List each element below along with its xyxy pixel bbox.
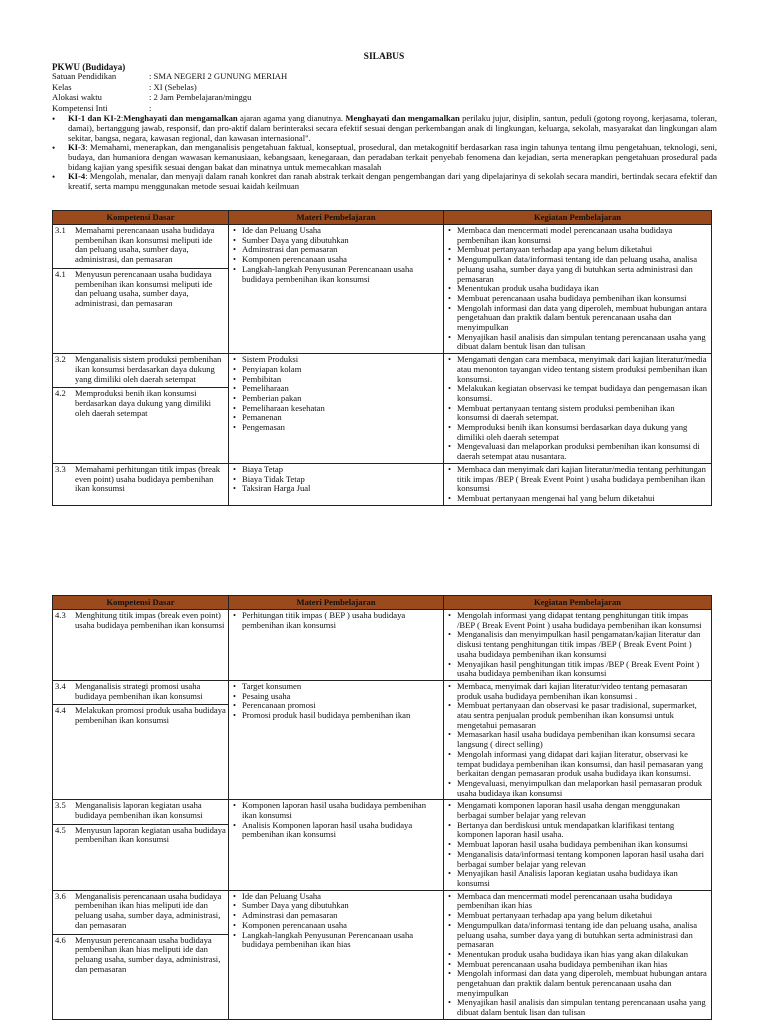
syllabus-table-2 bbox=[52, 595, 712, 1020]
ki-text: Memahami, menerapkan, dan menganalisis pengetahuan faktual, konseptual, prosedural, dan metakognitif berdasarkan rasa ingin tahunya tentang ilmu pengetahuan, teknologi, seni, budaya, dan humaniora dengan wawasan kemanusiaan, kebangsaan, kenegaraan, dan peradaban terkait penyebab fenomena dan kejadian, serta menerapkan pengetahuan prosedural pada bidang kajian yang spesifik sesuai dengan bakat dan minatnya untuk memecahkan masalah bbox=[68, 142, 717, 172]
kd-cell bbox=[53, 680, 229, 799]
info-value: : 2 Jam Pembelajaran/minggu bbox=[149, 92, 252, 103]
materi-item: • Sumber Daya yang dibutuhkan bbox=[231, 901, 440, 911]
header-materi: Materi Pembelajaran bbox=[229, 211, 444, 225]
materi-list bbox=[229, 225, 443, 285]
materi-item: • Ide dan Peluang Usaha bbox=[231, 226, 440, 236]
ki-item-4 bbox=[52, 172, 717, 191]
kegiatan-item: • Memasarkan hasil usaha budidaya pembenihan ikan konsumsi secara langsung ( direct selling) bbox=[446, 730, 708, 749]
table-row bbox=[53, 225, 712, 354]
ki-emphasis: Menghayati dan mengamalkan bbox=[345, 113, 460, 124]
kegiatan-list bbox=[444, 225, 711, 353]
header-kompetensi-dasar: Kompetensi Dasar bbox=[53, 211, 229, 225]
kd-item bbox=[53, 704, 228, 728]
header-kompetensi-dasar: Kompetensi Dasar bbox=[53, 596, 229, 610]
materi-cell bbox=[229, 890, 444, 1019]
kegiatan-item: • Membuat pertanyaan dan observasi ke pasar tradisional, supermarket, atau sentra penjualan produk pembenihan ikan konsumsi untuk mengetahui pemasaran bbox=[446, 701, 708, 730]
kegiatan-item: • Membuat pertanyaan mengenai hal yang belum diketahui bbox=[446, 494, 708, 504]
kegiatan-list bbox=[444, 610, 711, 680]
materi-item: • Perencanaan promosi bbox=[231, 701, 440, 711]
table-row bbox=[53, 354, 712, 464]
kd-cell bbox=[53, 354, 229, 464]
table-body bbox=[53, 225, 712, 506]
materi-cell bbox=[229, 354, 444, 464]
materi-item: • Sistem Produksi bbox=[231, 355, 440, 365]
kegiatan-item: • Mengumpulkan data/informasi tentang ide dan peluang usaha, analisa peluang usaha, sumber daya yang di butuhkan serta administrasi dan pemasaran bbox=[446, 255, 708, 284]
kd-text: Memahami perencanaan usaha budidaya pembenihan ikan konsumsi meliputi ide dan peluang usaha, sumber daya, administrasi, dan pemasaran bbox=[75, 225, 215, 265]
materi-item: • Komponen perencanaan usaha bbox=[231, 255, 440, 265]
kd-text: Memproduksi benih ikan konsumsi berdasarkan daya dukung yang dimiliki oleh daerah setempat bbox=[75, 388, 212, 418]
kegiatan-item: • Membuat laporan hasil usaha budidaya pembenihan ikan konsumsi bbox=[446, 840, 708, 850]
table-row bbox=[53, 610, 712, 681]
kegiatan-list bbox=[444, 891, 711, 1019]
ki-text: Mengolah, menalar, dan menyaji dalam ranah konkret dan ranah abstrak terkait dengan pengembangan dari yang dipelajarinya di sekolah secara mandiri, bertindak secara efektif dan kreatif, serta mampu menggunakan metode sesuai kaidah keilmuan bbox=[68, 171, 717, 192]
table-row bbox=[53, 800, 712, 890]
table-body bbox=[53, 610, 712, 1020]
header-block bbox=[52, 62, 717, 192]
kegiatan-item: • Membaca, menyimak dari kajian literatur/video tentang pemasaran produk usaha budidaya pembenihan ikan konsumsi . bbox=[446, 682, 708, 701]
materi-cell bbox=[229, 680, 444, 799]
kd-number: 3.4 bbox=[55, 680, 66, 691]
materi-item: • Komponen laporan hasil usaha budidaya pembenihan ikan konsumsi bbox=[231, 801, 440, 820]
ki-sep: : bbox=[85, 142, 90, 153]
kd-number: 3.5 bbox=[55, 800, 66, 811]
ki-emphasis: Menghayati dan mengamalkan bbox=[123, 113, 238, 124]
kegiatan-item: • Mengevaluasi, menyimpulkan dan melaporkan hasil pemasaran produk usaha budidaya ikan konsumsi bbox=[446, 779, 708, 798]
kegiatan-cell bbox=[444, 463, 712, 505]
ki-code: KI-4 bbox=[68, 171, 86, 182]
kd-text: Menyusun perencanaan usaha budidaya pembenihan ikan hias meliputi ide dan peluang usaha, sumber daya, administrasi, dan pemasaran bbox=[75, 934, 221, 974]
kegiatan-item: • Menentukan produk usaha budidaya ikan hias yang akan dilakukan bbox=[446, 950, 708, 960]
header-kegiatan: Kegiatan Pembelajaran bbox=[444, 211, 712, 225]
kegiatan-item: • Menyajikan hasil penghitungan titik impas /BEP ( Break Event Point ) usaha budidaya pembenihan ikan konsumsi bbox=[446, 660, 708, 679]
materi-cell bbox=[229, 800, 444, 890]
kd-number: 3.6 bbox=[55, 890, 66, 901]
materi-item: • Sumber Daya yang dibutuhkan bbox=[231, 236, 440, 246]
kd-item bbox=[53, 891, 228, 934]
kegiatan-item: • Mengolah informasi yang didapat dari kajian literatur, observasi ke tempat budidaya pembenihan ikan konsumsi, dan hasil pemasaran yang berkaitan dengan pemasaran produk usaha budidaya ikan konsumsi. bbox=[446, 750, 708, 779]
ki-sep: : bbox=[120, 113, 124, 124]
materi-item: • Langkah-langkah Penyusunan Perencanaan usaha budidaya pembenihan ikan hias bbox=[231, 931, 440, 950]
header-materi: Materi Pembelajaran bbox=[229, 596, 444, 610]
kegiatan-item: • Membuat pertanyaan terhadap apa yang belum diketahui bbox=[446, 911, 708, 921]
kegiatan-list bbox=[444, 681, 711, 799]
kegiatan-item: • Menentukan produk usaha budidaya ikan bbox=[446, 284, 708, 294]
kegiatan-item: • Membuat perencanaan usaha budidaya pembenihan ikan konsumsi bbox=[446, 294, 708, 304]
ki-sep: : bbox=[85, 171, 90, 182]
materi-list bbox=[229, 354, 443, 434]
materi-item: • Pemeliharaan bbox=[231, 384, 440, 394]
kd-text: Memahami perhitungan titik impas (break even point) usaha budidaya pembenihan ikan konsumsi bbox=[75, 463, 221, 494]
table-row bbox=[53, 890, 712, 1019]
info-value: : bbox=[149, 102, 152, 113]
kegiatan-item: • Menyajikan hasil Analisis laporan kegiatan usaha budidaya ikan konsumsi bbox=[446, 869, 708, 888]
materi-item: • Penyiapan kolam bbox=[231, 365, 440, 375]
materi-item: • Ide dan Peluang Usaha bbox=[231, 892, 440, 902]
kd-cell bbox=[53, 800, 229, 890]
materi-list bbox=[229, 681, 443, 722]
ki-item-3 bbox=[52, 143, 717, 172]
kegiatan-item: • Menganalisis data/informasi tentang komponen laporan hasil usaha dari berbagai sumber belajar yang relevan bbox=[446, 850, 708, 869]
kd-item bbox=[53, 681, 228, 704]
materi-item: • Pemanenan bbox=[231, 413, 440, 423]
kegiatan-list bbox=[444, 800, 711, 889]
kd-number: 4.1 bbox=[55, 268, 66, 279]
ki-text: ajaran agama yang dianutnya. bbox=[237, 113, 346, 124]
materi-item: • Pemberian pakan bbox=[231, 394, 440, 404]
kd-item bbox=[53, 610, 228, 633]
kd-item bbox=[53, 464, 228, 497]
kd-item bbox=[53, 800, 228, 823]
ki-text: perilaku jujur, disiplin, santun, peduli (gotong royong, kerjasama, toleran, damai), bertanggung jawab, responsif, dan pro-aktif dalam berinteraksi secara efektif sesuai dengan perkembangan anak di lingkungan, keluarga, sekolah, masyarakat dan lingkungan alam sekitar, bangsa, negara, kawasan regional, dan kawasan internasional". bbox=[68, 113, 717, 143]
kegiatan-item: • Menyajikan hasil analisis dan simpulan tentang perencanaan usaha yang dibuat dalam bentuk lisan dan tulisan bbox=[446, 998, 708, 1017]
kd-text: Menghitung titik impas (break even point) usaha budidaya pembenihan ikan konsumsi bbox=[75, 610, 225, 630]
kd-number: 3.3 bbox=[55, 463, 66, 474]
materi-item: • Langkah-langkah Penyusunan Perencanaan usaha budidaya pembenihan ikan konsumsi bbox=[231, 265, 440, 284]
kd-cell bbox=[53, 610, 229, 681]
kd-number: 4.5 bbox=[55, 824, 66, 835]
materi-item: • Biaya Tetap bbox=[231, 465, 440, 475]
kegiatan-item: • Mengumpulkan data/informasi tentang ide dan peluang usaha, analisa peluang usaha, sumber daya yang di butuhkan serta administrasi dan pemasaran bbox=[446, 921, 708, 950]
subject-title: PKWU (Budidaya) bbox=[52, 62, 126, 72]
kd-text: Menganalisis strategi promosi usaha budidaya pembenihan ikan konsumsi bbox=[75, 680, 203, 701]
materi-item: • Analisis Komponen laporan hasil usaha budidaya pembenihan ikan konsumsi bbox=[231, 821, 440, 840]
materi-cell bbox=[229, 225, 444, 354]
info-label: Kelas bbox=[52, 81, 72, 92]
kegiatan-item: • Membuat pertanyaan tentang sistem produksi pembenihan ikan konsumsi di daerah setempat. bbox=[446, 404, 708, 423]
kd-item bbox=[53, 824, 228, 848]
kd-number: 4.3 bbox=[55, 610, 66, 620]
kegiatan-item: • Membuat pertanyaan terhadap apa yang belum diketahui bbox=[446, 245, 708, 255]
kegiatan-cell bbox=[444, 610, 712, 681]
materi-item: • Biaya Tidak Tetap bbox=[231, 475, 440, 485]
table-header-row bbox=[53, 211, 712, 225]
materi-item: • Pesaing usaha bbox=[231, 692, 440, 702]
kegiatan-item: • Mengolah informasi dan data yang diperoleh, membuat hubungan antara pengetahuan dan praktik dalam bentuk perencanaan usaha dan menyimpulkan bbox=[446, 304, 708, 333]
header-kegiatan: Kegiatan Pembelajaran bbox=[444, 596, 712, 610]
kd-number: 4.4 bbox=[55, 705, 66, 716]
kd-item bbox=[53, 268, 228, 312]
kegiatan-item: • Mengevaluasi dan melaporkan produksi pembenihan ikan konsumsi di daerah setempat atau nusantara. bbox=[446, 442, 708, 461]
kegiatan-item: • Membaca dan mencermati model perencanaan usaha budidaya pembenihan ikan konsumsi bbox=[446, 226, 708, 245]
kegiatan-list bbox=[444, 464, 711, 505]
ki-code: KI-3 bbox=[68, 142, 86, 153]
kegiatan-item: • Menyajikan hasil analisis dan simpulan tentang perencanaan usaha yang dibuat dalam bentuk lisan dan tulisan bbox=[446, 333, 708, 352]
kegiatan-list bbox=[444, 354, 711, 463]
info-value: : SMA NEGERI 2 GUNUNG MERIAH bbox=[149, 71, 288, 82]
info-row-alokasi bbox=[52, 93, 717, 104]
materi-list bbox=[229, 891, 443, 951]
kd-text: Menganalisis perencanaan usaha budidaya pembenihan ikan hias meliputi ide dan peluang usaha, sumber daya, administrasi, dan pemasaran bbox=[75, 890, 222, 930]
kd-cell bbox=[53, 890, 229, 1019]
materi-list bbox=[229, 800, 443, 841]
kegiatan-item: • Membaca dan menyimak dari kajian literatur/media tentang perhitungan titik impas /BEP ( Break Event Point ) usaha budidaya pembenihan ikan konsumsi bbox=[446, 465, 708, 494]
info-label: Satuan Pendidikan bbox=[52, 71, 117, 82]
info-label: Alokasi waktu bbox=[52, 92, 102, 103]
materi-cell bbox=[229, 610, 444, 681]
materi-item: • Promosi produk hasil budidaya pembenihan ikan bbox=[231, 711, 440, 721]
materi-item: • Target konsumen bbox=[231, 682, 440, 692]
kd-item bbox=[53, 934, 228, 978]
kd-text: Menganalisis laporan kegiatan usaha budidaya pembenihan ikan konsumsi bbox=[75, 800, 203, 821]
ki-list bbox=[52, 114, 717, 192]
info-label: Kompetensi Inti bbox=[52, 102, 108, 113]
kd-item bbox=[53, 225, 228, 268]
ki-code: KI-1 dan KI-2 bbox=[68, 113, 121, 124]
materi-item: • Pengemasan bbox=[231, 423, 440, 433]
materi-cell bbox=[229, 463, 444, 505]
kegiatan-item: • Melakukan kegiatan observasi ke tempat budidaya dan pengemasan ikan konsumsi. bbox=[446, 384, 708, 403]
materi-item: • Pemeliharaan kesehatan bbox=[231, 404, 440, 414]
materi-item: • Komponen perencanaan usaha bbox=[231, 921, 440, 931]
materi-list bbox=[229, 610, 443, 631]
kegiatan-cell bbox=[444, 354, 712, 464]
kegiatan-item: • Mengolah informasi yang didapat tentang penghitungan titik impas /BEP ( Break Event Point ) usaha budidaya pembenihan ikan konsumsi bbox=[446, 611, 708, 630]
kegiatan-item: • Membuat perencanaan usaha budidaya pembenihan ikan hias bbox=[446, 960, 708, 970]
kegiatan-cell bbox=[444, 680, 712, 799]
kd-number: 3.1 bbox=[55, 225, 66, 235]
table-row bbox=[53, 463, 712, 505]
table-row bbox=[53, 680, 712, 799]
kegiatan-item: • Membaca dan mencermati model perencanaan usaha budidaya pembenihan ikan hias bbox=[446, 892, 708, 911]
kegiatan-cell bbox=[444, 800, 712, 890]
ki-item-1-2 bbox=[52, 114, 717, 143]
kegiatan-item: • Mengamati komponen laporan hasil usaha dengan menggunakan berbagai sumber belajar yang relevan bbox=[446, 801, 708, 820]
kd-text: Melakukan promosi produk usaha budidaya pembenihan ikan konsumsi bbox=[75, 705, 226, 726]
kd-cell bbox=[53, 463, 229, 505]
kd-cell bbox=[53, 225, 229, 354]
kegiatan-item: • Mengamati dengan cara membaca, menyimak dari kajian literatur/media atau menonton tayangan video tentang sistem produksi pembenihan ikan konsumsi. bbox=[446, 355, 708, 384]
kd-number: 4.2 bbox=[55, 388, 66, 399]
syllabus-table-1 bbox=[52, 210, 712, 506]
kegiatan-cell bbox=[444, 890, 712, 1019]
document-title: SILABUS bbox=[363, 52, 405, 62]
kegiatan-cell bbox=[444, 225, 712, 354]
table-header-row bbox=[53, 596, 712, 610]
materi-item: • Taksiran Harga Jual bbox=[231, 484, 440, 494]
kd-number: 3.2 bbox=[55, 354, 66, 365]
info-value: : XI (Sebelas) bbox=[149, 81, 197, 92]
kd-text: Menyusun perencanaan usaha budidaya pembenihan ikan konsumsi meliputi ide dan peluang usaha, sumber daya, administrasi, dan pemasaran bbox=[75, 268, 213, 308]
kegiatan-item: • Bertanya dan berdiskusi untuk mendapatkan klarifikasi tentang komponen laporan hasil usaha. bbox=[446, 821, 708, 840]
materi-item: • Adminstrasi dan pemasaran bbox=[231, 911, 440, 921]
kd-item bbox=[53, 354, 228, 387]
materi-item: • Adminstrasi dan pemasaran bbox=[231, 245, 440, 255]
materi-item: • Perhitungan titik impas ( BEP ) usaha budidaya pembenihan ikan konsumsi bbox=[231, 611, 440, 630]
kd-item bbox=[53, 387, 228, 421]
materi-list bbox=[229, 464, 443, 495]
kegiatan-item: • Mengolah informasi dan data yang diperoleh, membuat hubungan antara pengetahuan dan praktik dalam bentuk perencanaan usaha dan menyimpulkan bbox=[446, 969, 708, 998]
kd-text: Menganalisis sistem produksi pembenihan ikan konsumsi berdasarkan daya dukung yang dimiliki oleh daerah setempat bbox=[75, 354, 222, 384]
materi-item: • Pembibitan bbox=[231, 375, 440, 385]
kd-number: 4.6 bbox=[55, 934, 66, 945]
kegiatan-item: • Memproduksi benih ikan konsumsi berdasarkan daya dukung yang dimiliki oleh daerah setempat bbox=[446, 423, 708, 442]
kegiatan-item: • Menganalisis dan menyimpulkan hasil pengamatan/kajian literatur dan diskusi tentang penghitungan titik impas /BEP ( Break Event Point ) usaha budidaya pembenihan ikan konsumsi bbox=[446, 630, 708, 659]
kd-text: Menyusun laporan kegiatan usaha budidaya pembenihan ikan konsumsi bbox=[75, 824, 226, 845]
